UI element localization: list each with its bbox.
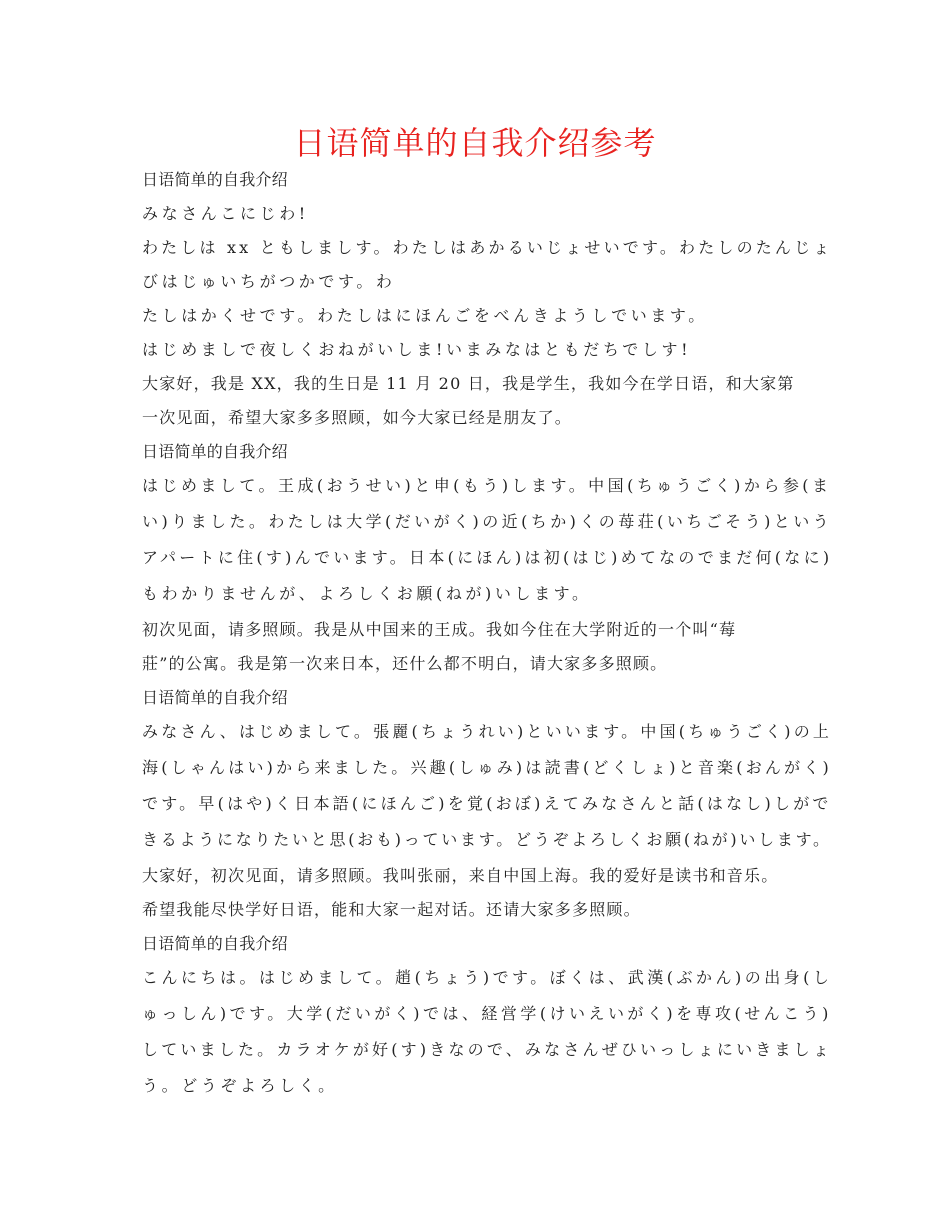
paragraph-line: はじめまして。王成(おうせい)と申(もう)します。中国(ちゅうごく)から参(ま [142, 476, 832, 495]
section-heading: 日语简单的自我介绍 [142, 688, 288, 707]
paragraph-line: ゅっしん)です。大学(だいがく)では、経営学(けいえいがく)を専攻(せんこう) [142, 1004, 832, 1023]
document-title: 日语简单的自我介绍参考 [293, 124, 657, 162]
paragraph-line: 大家好，初次见面，请多照顾。我叫张丽，来自中国上海。我的爱好是读书和音乐。 [142, 866, 779, 885]
paragraph-line: みなさんこにじわ! [142, 204, 309, 223]
paragraph-line: わたしは xx ともしましす。わたしはあかるいじょせいです。わたしのたんじょ [142, 238, 833, 257]
section-heading: 日语简单的自我介绍 [142, 934, 288, 953]
paragraph-line: たしはかくせです。わたしはにほんごをべんきようしでいます。 [142, 306, 708, 325]
section-heading: 日语简单的自我介绍 [142, 170, 288, 189]
paragraph-line: 莊”的公寓。我是第一次来日本，还什么都不明白，请大家多多照顾。 [142, 654, 668, 673]
paragraph-line: 初次见面，请多照顾。我是从中国来的王成。我如今住在大学附近的一个叫“莓 [142, 620, 737, 639]
paragraph-line: です。早(はや)く日本語(にほんご)を覚(おぼ)えてみなさんと話(はなし)しがで [142, 794, 832, 813]
paragraph-line: こんにちは。はじめまして。趙(ちょう)です。ぼくは、武漢(ぶかん)の出身(し [142, 968, 833, 987]
paragraph-line: 希望我能尽快学好日语，能和大家一起对话。还请大家多多照顾。 [142, 900, 641, 919]
paragraph-line: う。どうぞよろしく。 [142, 1076, 338, 1095]
paragraph-line: はじめましで夜しくおねがいしま!いまみなはともだちでしす! [142, 340, 692, 359]
paragraph-line: 海(しゃんはい)から来ました。兴趣(しゅみ)は読書(どくしょ)と音楽(おんがく) [142, 758, 832, 777]
paragraph-line: もわかりませんが、よろしくお願(ねが)いします。 [142, 584, 592, 603]
paragraph-line: 一次见面，希望大家多多照顾，如今大家已经是朋友了。 [142, 408, 573, 427]
paragraph-line: 大家好，我是 XX，我的生日是 11 月 20 日，我是学生，我如今在学日语，和大家第 [142, 374, 795, 393]
paragraph-line: みなさん、はじめまして。張麗(ちょうれい)といいます。中国(ちゅうごく)の上 [142, 722, 833, 741]
paragraph-line: アパートに住(す)んでいます。日本(にほん)は初(はじ)めてなのでまだ何(なに) [142, 548, 833, 567]
paragraph-line: い)りました。わたしは大学(だいがく)の近(ちか)くの苺荘(いちごそう)という [142, 512, 833, 531]
paragraph-line: していました。カラオケが好(す)きなので、みなさんぜひいっしょにいきましょ [142, 1040, 833, 1059]
section-heading: 日语简单的自我介绍 [142, 442, 288, 461]
paragraph-line: びはじゅいちがつかです。わ [142, 272, 396, 291]
paragraph-line: きるようになりたいと思(おも)っています。どうぞよろしくお願(ねが)いします。 [142, 830, 832, 849]
